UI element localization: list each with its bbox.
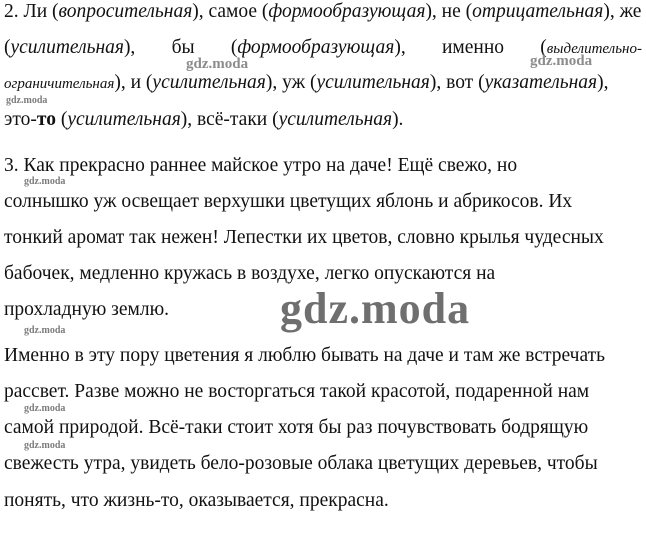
watermark: gdz.moda [530, 53, 593, 69]
watermark: gdz.moda [24, 325, 66, 336]
text-fragment: ), [394, 37, 406, 58]
text-fragment: ). [392, 109, 404, 130]
particle-type: усилительная [67, 109, 181, 130]
text-fragment: ), [123, 37, 136, 58]
watermark: gdz.moda [186, 56, 249, 72]
text-fragment: ), вот ( [429, 72, 485, 93]
particle-type: отрицательная [472, 1, 604, 22]
particle-type: ограничительная [4, 76, 115, 92]
particle-type: указательная [484, 72, 598, 93]
text-fragment: ), самое ( [192, 1, 269, 22]
text-fragment: ( [55, 109, 68, 130]
text-fragment: ), [597, 72, 609, 93]
text-fragment: ), не ( [425, 1, 473, 22]
particle-type: усилительная [316, 72, 430, 93]
text-line: 3. Как прекрасно раннее майское утро на даче! Ещё свежо, но [4, 155, 518, 176]
watermark: gdz.moda [24, 403, 66, 414]
particle-type: усилительная [10, 37, 124, 58]
task2-line-4 [4, 108, 642, 132]
text-line: тонкий аромат так нежен! Лепестки их цветов, словно крылья чудесных [4, 227, 604, 248]
text-fragment: бы [171, 37, 195, 58]
task3-line-1 [4, 154, 642, 178]
text-fragment: ), же [603, 1, 642, 22]
particle-type: формообразующая [237, 37, 395, 58]
particle-type: формообразующая [268, 1, 426, 22]
text-fragment: ( [540, 37, 547, 58]
text-fragment: ), уж ( [265, 72, 317, 93]
text-fragment: ( [4, 37, 11, 58]
text-fragment: именно [441, 37, 505, 58]
task3-line-2 [4, 190, 642, 214]
task3-line-10 [4, 489, 642, 513]
task3-line-6 [4, 344, 642, 368]
text-line: понять, что жизнь-то, оказывается, прекрасна. [4, 490, 389, 511]
task2-line-3 [4, 71, 642, 96]
watermark: gdz.moda [24, 176, 66, 187]
text-line: солнышко уж освещает верхушки цветущих яблонь и абрикосов. Их [4, 191, 573, 212]
task2-line-1 [4, 0, 642, 24]
text-line: свежесть утра, увидеть бело-розовые облака цветущих деревьев, чтобы [4, 453, 598, 474]
text-fragment: ( [230, 37, 238, 58]
particle-type: усилительная [278, 109, 393, 130]
text-fragment: ), и ( [114, 72, 153, 93]
watermark: gdz.moda [6, 95, 48, 106]
task3-line-3 [4, 226, 642, 250]
text-fragment: ), всё-таки ( [180, 109, 279, 130]
text-fragment: это- [4, 109, 37, 130]
watermark-large: gdz.moda [280, 284, 471, 333]
text-line: рассвет. Разве можно не восторгаться такой красотой, подаренной нам [4, 381, 590, 402]
particle-type: усилительная [152, 72, 266, 93]
task3-line-8 [4, 416, 642, 440]
text-fragment: 2. Ли ( [4, 1, 59, 22]
particle-type: выделительно- [546, 41, 642, 57]
text-line: Именно в эту пору цветения я люблю бывать на даче и там же встречать [4, 345, 606, 366]
task3-line-7 [4, 380, 642, 404]
text-line: бабочек, медленно кружась в воздухе, легко опускаются на [4, 263, 496, 284]
highlighted-particle: то [36, 109, 56, 130]
text-line: самой природой. Всё-таки стоит хотя бы раз почувствовать бодрящую [4, 417, 589, 438]
task3-line-9 [4, 452, 642, 476]
particle-type: вопросительная [58, 1, 193, 22]
text-line: прохладную землю. [4, 299, 170, 320]
watermark: gdz.moda [24, 440, 66, 451]
